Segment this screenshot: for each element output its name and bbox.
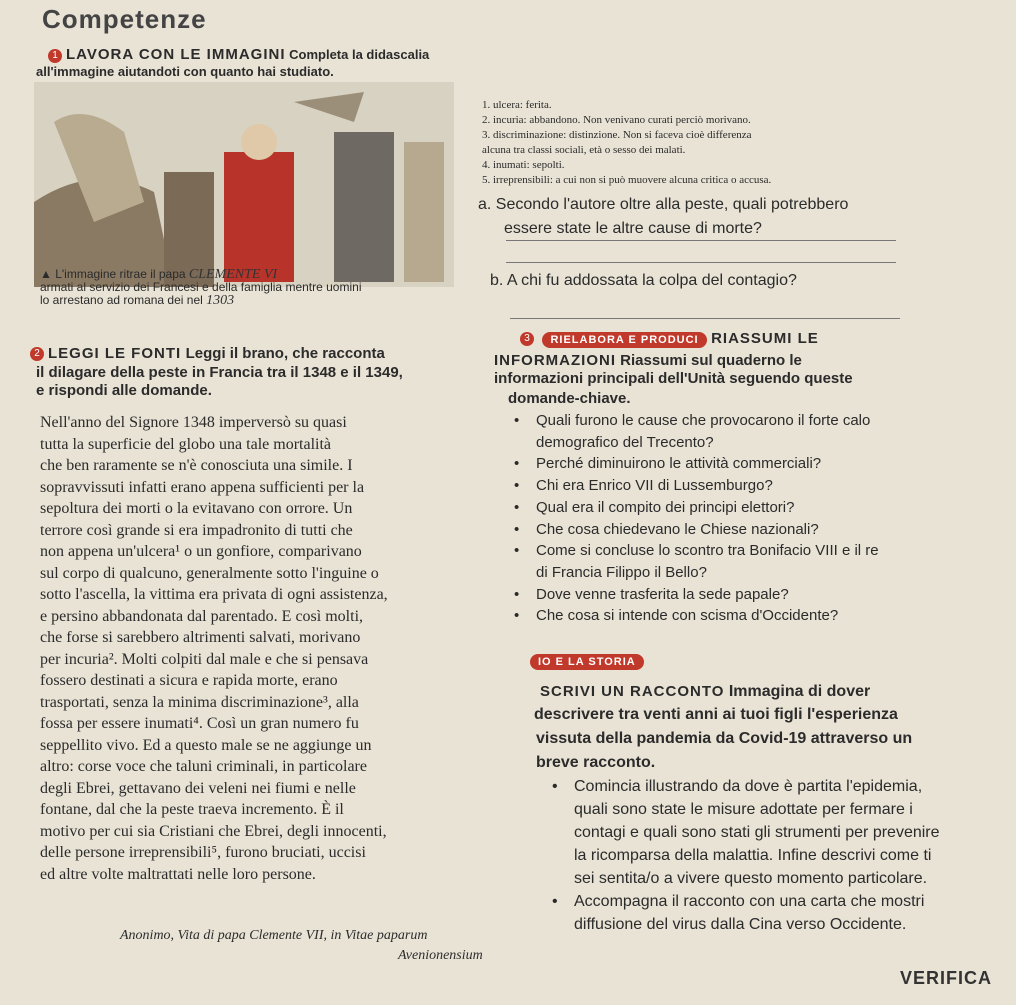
exercise-number: 2 <box>30 347 44 361</box>
list-item-continuation: diffusione del virus dalla Cina verso Occidente. <box>574 916 907 933</box>
caption-mid: mentre uomini <box>285 280 362 294</box>
page-title: Competenze <box>42 4 207 34</box>
rielabora-badge: RIELABORA E PRODUCI <box>542 332 706 348</box>
list-item: • Comincia illustrando da dove è partita l'epidemia, <box>574 775 1014 798</box>
passage-line: degli Ebrei, gettavano dei veleni nei fiumi e nelle <box>40 779 356 797</box>
question-b <box>490 272 910 290</box>
caption-line2: armati al servizio dei Francesi e della famiglia <box>40 280 283 294</box>
exercise4-line-3: vissuta della pandemia da Covid-19 attraverso un <box>536 730 913 747</box>
list-item: • Quali furono le cause che provocarono il forte calo <box>536 410 976 432</box>
exercise4-line-2: descrivere tra venti anni ai tuoi figli l'esperienza <box>534 706 898 723</box>
answer-line[interactable] <box>510 318 900 319</box>
glossary-item: alcuna tra classi sociali, età o sesso dei malati. <box>482 144 686 156</box>
list-item-continuation: quali sono state le misure adottate per fermare i <box>574 801 913 818</box>
exercise-number: 1 <box>48 49 62 63</box>
exercise1-instruction: Completa la didascalia <box>289 47 430 62</box>
io-e-la-storia-badge: IO E LA STORIA <box>530 654 644 670</box>
exercise2-instruction: Leggi il brano, che racconta <box>185 345 385 362</box>
question-a <box>478 196 898 214</box>
exercise2-instruction-3: e rispondi alle domande. <box>36 382 212 399</box>
verifica-label: VERIFICA <box>900 968 993 988</box>
exercise2-heading: LEGGI LE FONTI <box>48 345 182 362</box>
list-item-continuation: la ricomparsa della malattia. Infine descrivi come ti <box>574 847 932 864</box>
exercise3-instruction <box>494 352 934 369</box>
list-item: • Che cosa chiedevano le Chiese nazionali? <box>536 519 976 541</box>
list-item: • Perché diminuirono le attività commerciali? <box>536 453 976 475</box>
exercise4-line-4: breve racconto. <box>536 754 656 771</box>
list-item-continuation: sei sentita/o a vivere questo momento particolare. <box>574 870 928 887</box>
passage-line: sul corpo di qualcuno, generalmente sotto l'inguine o <box>40 564 379 582</box>
exercise1-heading: LAVORA CON LE IMMAGINI <box>66 46 286 63</box>
caption-end: nel <box>186 293 203 307</box>
passage-line: seppellito vivo. Ed a questo male se ne aggiunge un <box>40 736 372 754</box>
passage-line: sopravvissuti infatti erano appena sufficienti per la <box>40 478 365 496</box>
question-b-label: b. <box>490 272 504 289</box>
glossary-item: 5. irreprensibili: a cui non si può muovere alcuna critica o accusa. <box>482 174 772 186</box>
passage-line: altro: corse voce che taluni criminali, in particolare <box>40 758 367 775</box>
glossary <box>482 98 902 188</box>
exercise1-header <box>48 46 488 63</box>
exercise3-list <box>536 410 976 627</box>
exercise3-instruction-2: informazioni principali dell'Unità seguendo queste <box>494 370 853 387</box>
passage-line: sepoltura dei morti o la evitavano con orrore. Un <box>40 500 353 517</box>
answer-line[interactable] <box>506 240 896 241</box>
list-item: • Qual era il compito dei principi elettori? <box>536 497 976 519</box>
passage-line: e persino abbandonata dal parentado. E così molti, <box>40 607 364 625</box>
exercise4-line-1: Immagina di dover <box>728 683 871 700</box>
exercise2-instruction-2: il dilagare della peste in Francia tra il 1348 e il 1349, <box>36 364 403 381</box>
caption-famiglia: romana dei <box>123 293 184 307</box>
glossary-item: 2. incuria: abbandono. Non venivano curati perciò morivano. <box>482 114 751 126</box>
exercise3-instruction-3: domande-chiave. <box>508 390 631 407</box>
passage-line: fossa per essere inumati⁴. Così un gran numero fu <box>40 715 359 732</box>
passage-line: terrore così grande si era impadronito di tutti che <box>40 521 353 539</box>
list-item-continuation: contagi e quali sono stati gli strumenti per prevenire <box>574 824 940 841</box>
list-item: • Come si concluse lo scontro tra Bonifacio VIII e il re <box>536 540 976 562</box>
list-item: • Dove venne trasferita la sede papale? <box>536 584 976 606</box>
exercise4-header <box>530 652 644 670</box>
caption-year: 1303 <box>206 293 235 308</box>
caption-line1: ▲ L'immagine ritrae il papa <box>40 267 186 281</box>
passage-line: fontane, dal che la peste traeva incremento. È il <box>40 801 344 818</box>
passage-line: fossero destinati a sicura e rapida morte, erano <box>40 672 338 689</box>
exercise3-header <box>520 330 819 348</box>
caption-line3: lo arrestano ad <box>40 293 121 307</box>
exercise3-heading: RIASSUMI LE <box>711 330 819 347</box>
medieval-illustration <box>34 82 454 287</box>
glossary-item: 4. inumati: sepolti. <box>482 159 565 171</box>
glossary-item: 3. discriminazione: distinzione. Non si faceva cioè differenza <box>482 129 752 141</box>
passage-line: che forse si sarebbero altrimenti salvati, morivano <box>40 629 361 646</box>
source-citation: Anonimo, Vita di papa Clemente VII, in Vitae paparum <box>120 928 428 943</box>
passage-line: non appena un'ulcera¹ o un gonfiore, comparivano <box>40 543 362 560</box>
passage-line: per incuria². Molti colpiti dal male e che si pensava <box>40 650 369 668</box>
exercise4-heading: SCRIVI UN RACCONTO <box>540 683 725 700</box>
passage-line: motivo per cui sia Cristiani che Ebrei, degli innocenti, <box>40 822 387 840</box>
list-item: • Chi era Enrico VII di Lussemburgo? <box>536 475 976 497</box>
exercise4-instruction <box>540 683 1000 701</box>
passage-line: ed altre volte maltrattati nelle loro persone. <box>40 865 316 883</box>
passage-line: sotto l'ascella, la vittima era privata di ogni assistenza, <box>40 586 388 603</box>
list-item-continuation: demografico del Trecento? <box>536 433 714 451</box>
source-passage <box>40 412 500 885</box>
question-a-label: a. <box>478 196 492 213</box>
answer-line[interactable] <box>506 262 896 263</box>
question-b-text: A chi fu addossata la colpa del contagio? <box>506 272 797 289</box>
list-item-continuation: di Francia Filippo il Bello? <box>536 563 707 581</box>
exercise2-header <box>30 345 470 363</box>
passage-line: delle persone irreprensibili⁵, furono bruciati, uccisi <box>40 844 366 861</box>
image-caption <box>40 268 361 307</box>
exercise3-instruction-1: Riassumi sul quaderno le <box>620 352 802 369</box>
caption-answer-1: CLEMENTE VI <box>188 267 278 282</box>
list-item: • Accompagna il racconto con una carta che mostri <box>574 890 1014 913</box>
question-a-text-2: essere state le altre cause di morte? <box>504 220 762 237</box>
exercise-number: 3 <box>520 332 534 346</box>
exercise4-list <box>574 775 1014 936</box>
exercise3-heading-2: INFORMAZIONI <box>494 352 616 369</box>
list-item: • Che cosa si intende con scisma d'Occidente? <box>536 605 976 627</box>
passage-line: Nell'anno del Signore 1348 imperversò su quasi <box>40 414 347 431</box>
passage-line: trasportati, senza la minima discriminazione³, alla <box>40 693 359 711</box>
passage-line: tutta la superficie del globo una tale mortalità <box>40 435 332 453</box>
question-a-text: Secondo l'autore oltre alla peste, quali potrebbero <box>495 196 849 213</box>
passage-line: che ben raramente se n'è conosciuta una simile. I <box>40 457 353 474</box>
exercise1-instruction-2: all'immagine aiutandoti con quanto hai studiato. <box>36 64 334 79</box>
glossary-item: 1. ulcera: ferita. <box>482 99 552 111</box>
source-citation-2: Avenionensium <box>398 948 483 963</box>
